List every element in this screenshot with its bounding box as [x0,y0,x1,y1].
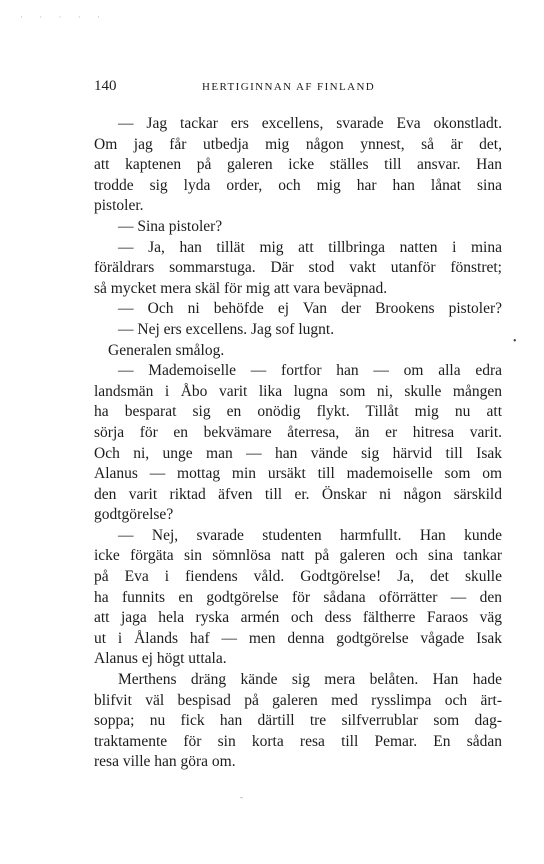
text-line: ut i Ålands haf — men denna godtgörelse vågade Isak [94,629,502,647]
running-header [94,80,502,100]
text-line: Om jag får utbedja mig någon ynnest, så är det, [94,135,502,153]
text-line: icke förgäta sin sömnlösa natt på galeren och sina tankar [94,547,502,565]
text-line: så mycket mera skäl för mig att vara beväpnad. [94,279,388,297]
margin-mark: • [513,336,517,347]
text-line: Alanus — mottag min ursäkt till mademoiselle som om [94,465,502,483]
text-line: blifvit väl bespisad på galeren med rysslimpa och ärt- [94,691,502,709]
text-line: resa ville han göra om. [94,753,236,771]
text-line: soppa; nu fick han därtill tre silfverrublar som dag- [94,712,502,730]
text-line: landsmän i Åbo varit lika lugna som ni, skulle mången [94,382,502,400]
body-text [94,114,502,773]
scan-specks: · · · · · [20,12,107,22]
text-line: Alanus ej högt uttala. [94,650,227,668]
page-number: 140 [94,78,117,94]
text-line: Merthens dräng kände sig mera belåten. Han hade [118,671,502,689]
text-line: pistoler. [94,197,144,215]
text-line: — Nej, svarade studenten harmfullt. Han kunde [118,526,502,544]
text-line: — Och ni behöfde ej Van der Brookens pistoler? [118,300,502,318]
text-line: — Sina pistoler? [118,217,223,235]
text-line: trodde sig lyda order, och mig har han lånat sina [94,176,502,194]
text-line: godtgörelse? [94,506,174,524]
text-line: att jaga hela ryska armén och dess fältherre Faraos väg [94,609,502,627]
text-line: — Mademoiselle — fortfor han — om alla edra [118,362,502,380]
text-line: — Jag tackar ers excellens, svarade Eva okonstladt. [118,115,502,132]
bottom-mark: - [240,792,243,802]
text-line: sörja för en bekvämare återresa, än er hitresa varit. [94,423,502,441]
text-line: Och ni, unge man — han vände sig härvid till Isak [94,444,502,462]
text-line: ha besparat sig en onödig flykt. Tillåt mig nu att [94,403,502,421]
text-line: föräldrars sommarstuga. Där stod vakt utanför fönstret; [94,259,502,277]
text-line: ha funnits en godtgörelse för sådana oförrätter — den [94,588,502,606]
text-line: den varit riktad äfven till er. Önskar ni någon särskild [94,485,502,503]
text-line: traktamente för sin korta resa till Pemar. En sådan [94,732,502,750]
text-line: att kaptenen på galeren icke ställes till ansvar. Han [94,156,502,174]
text-line: — Nej ers excellens. Jag sof lugnt. [118,320,335,338]
text-line: — Ja, han tillät mig att tillbringa natten i mina [118,238,502,256]
running-title: HERTIGINNAN AF FINLAND [202,81,376,93]
text-line: Generalen smålog. [108,341,225,359]
text-line: på Eva i fiendens våld. Godtgörelse! Ja, det skulle [94,568,502,586]
